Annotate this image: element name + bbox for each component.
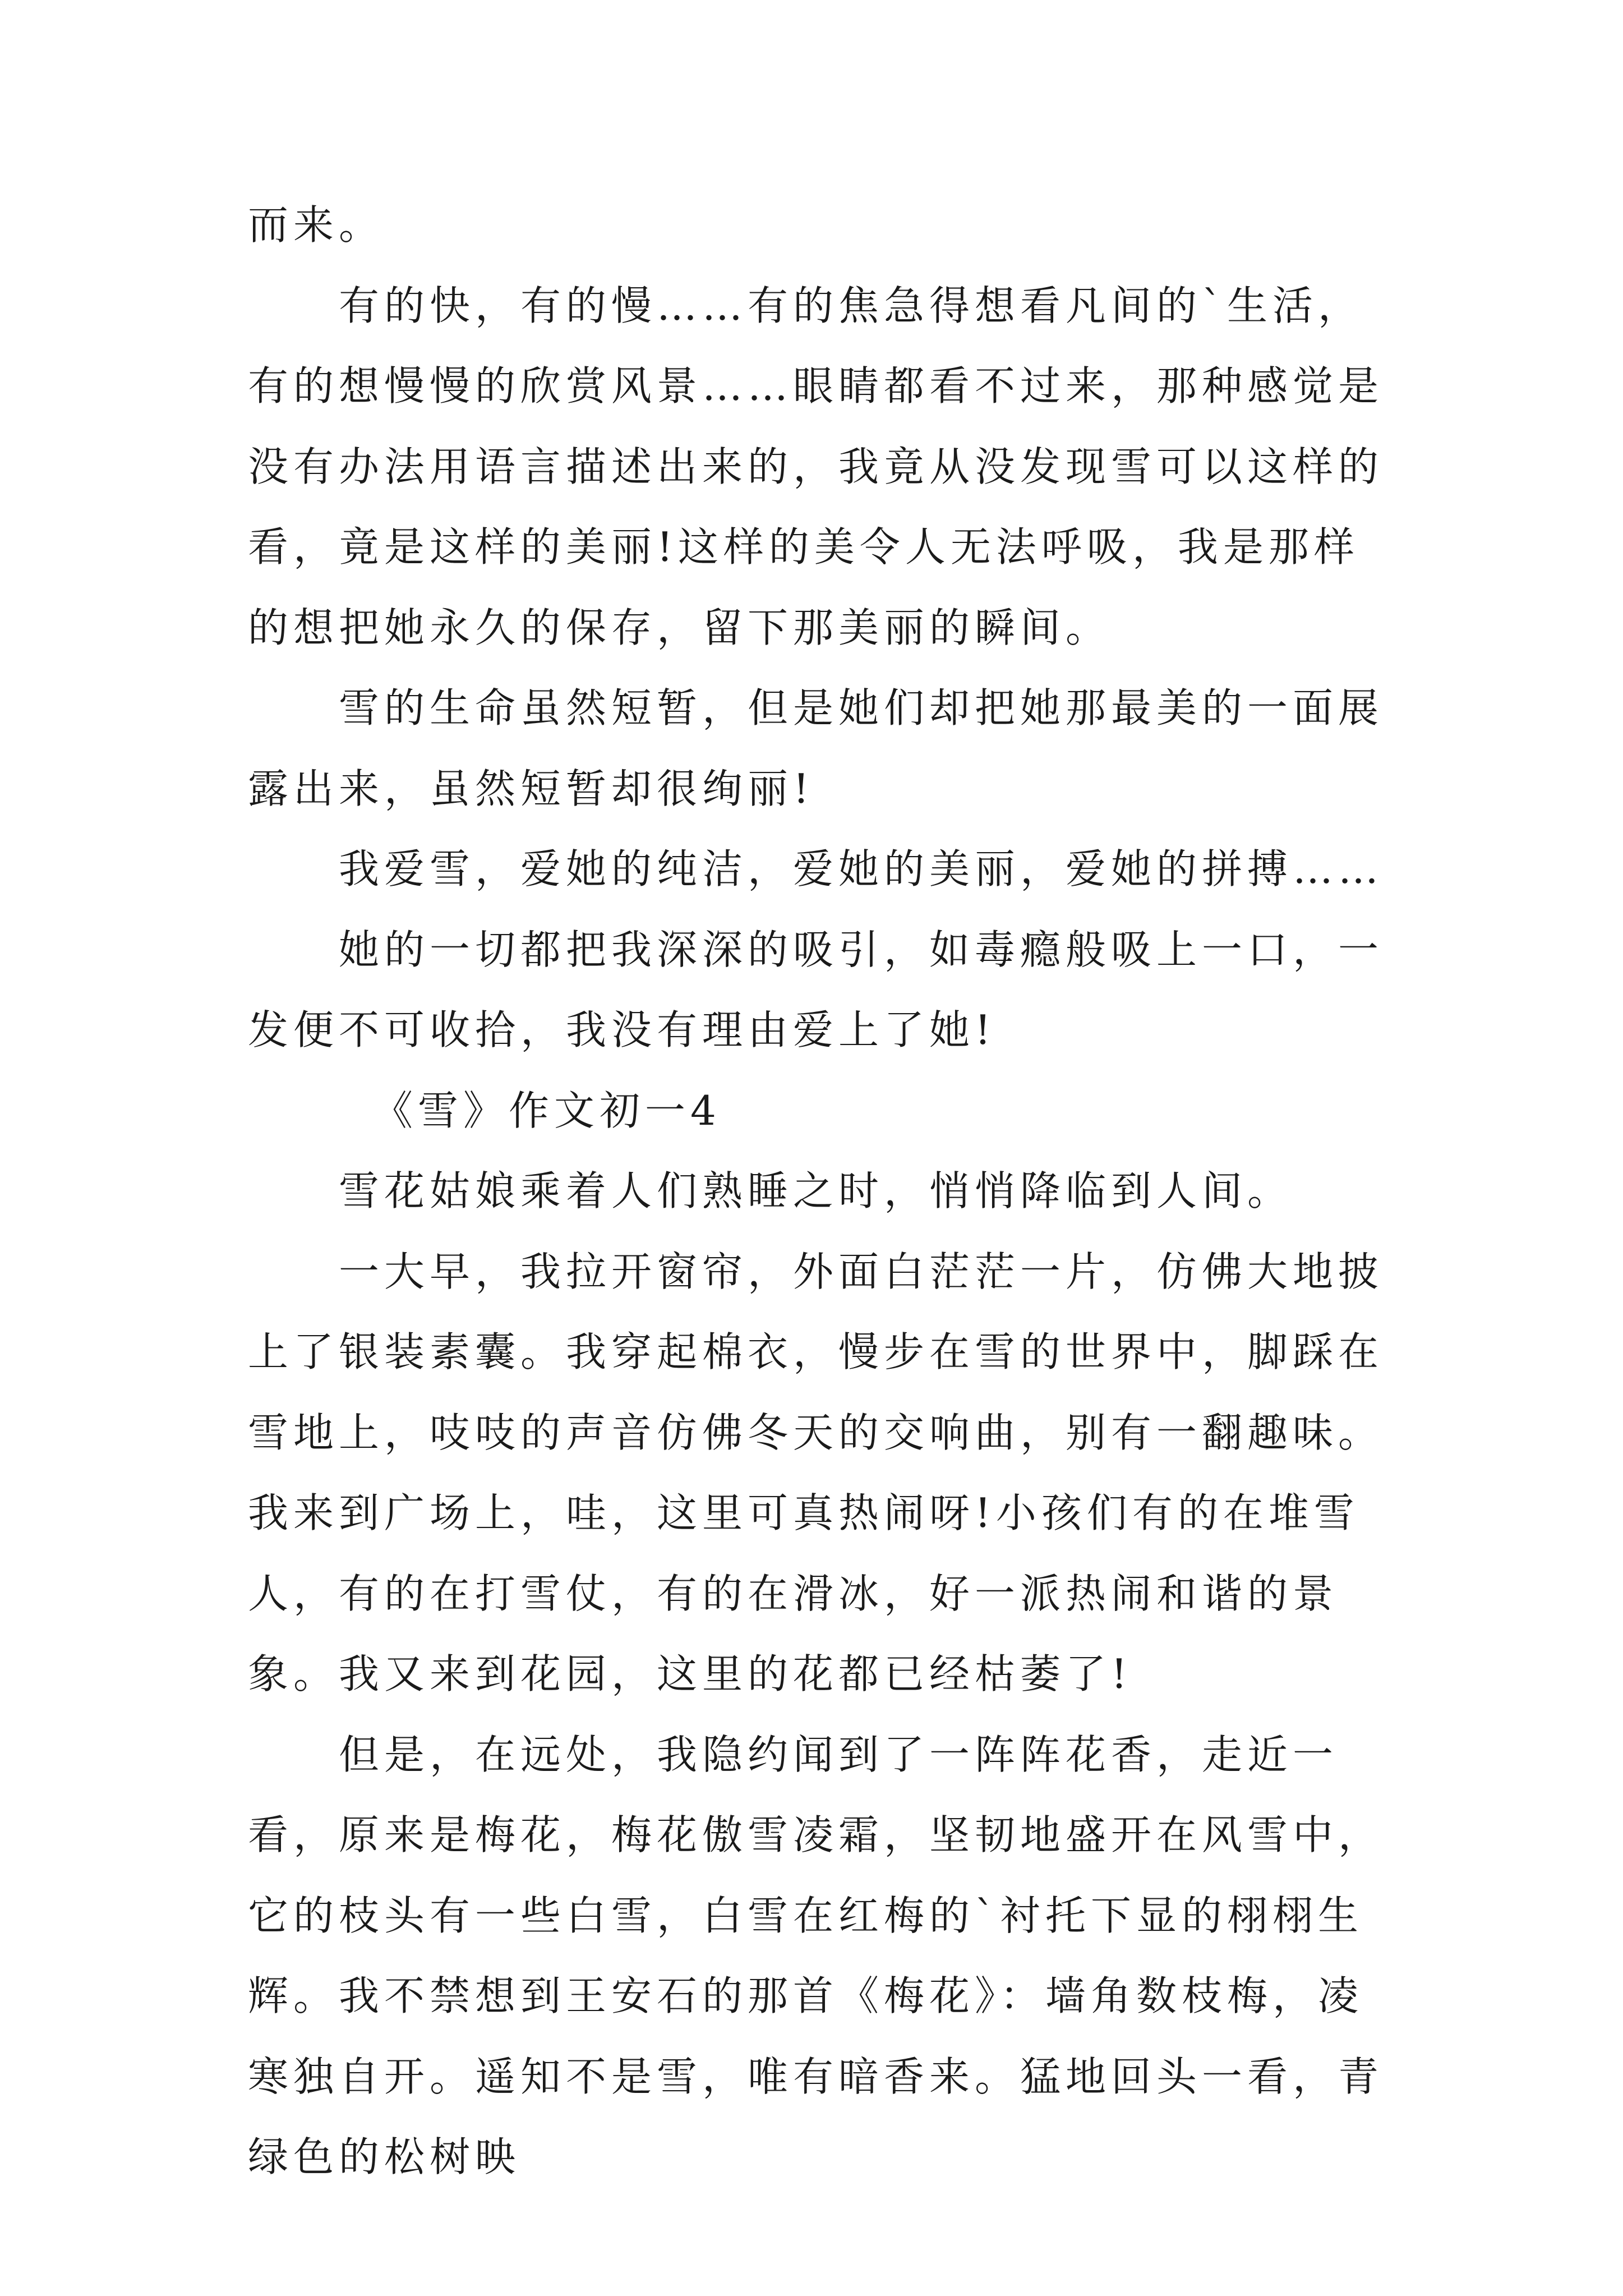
paragraph: 雪的生命虽然短暂，但是她们却把她那最美的一面展露出来，虽然短暂却很绚丽!: [248, 684, 1384, 812]
paragraph: 但是，在远处，我隐约闻到了一阵阵花香，走近一看，原来是梅花，梅花傲雪凌霜，坚韧地盛开在风雪中，它的枝头有一些白雪，白雪在红梅的`衬托下显的栩栩生辉。我不禁想到王安石的那首《梅花》：墙角数枝梅，凌寒独自开。遥知不是雪，唯有暗香来。猛地回头一看，青绿色的松树映: [248, 1731, 1384, 2180]
paragraph-continuation: 而来。: [248, 201, 385, 249]
essay-heading: 《雪》作文初一4: [372, 1087, 721, 1134]
paragraph: 雪花姑娘乘着人们熟睡之时，悄悄降临到人间。: [339, 1167, 1293, 1214]
paragraph: 她的一切都把我深深的吸引，如毒瘾般吸上一口，一发便不可收拾，我没有理由爱上了她!: [248, 926, 1384, 1053]
paragraph: 一大早，我拉开窗帘，外面白茫茫一片，仿佛大地披上了银装素囊。我穿起棉衣，慢步在雪的世界中，脚踩在雪地上，吱吱的声音仿佛冬天的交响曲，别有一翻趣味。我来到广场上，哇，这里可真热闹呀!小孩们有的在堆雪人，有的在打雪仗，有的在滑冰，好一派热闹和谐的景象。我又来到花园，这里的花都已经枯萎了!: [248, 1248, 1384, 1697]
paragraph: 我爱雪，爱她的纯洁，爱她的美丽，爱她的拼搏……: [339, 845, 1384, 892]
essay-body: [248, 185, 1392, 2198]
paragraph: 有的快，有的慢……有的焦急得想看凡间的`生活，有的想慢慢的欣赏风景……眼睛都看不过来，那种感觉是没有办法用语言描述出来的，我竟从没发现雪可以这样的看，竟是这样的美丽!这样的美令人无法呼吸，我是那样的想把她永久的保存，留下那美丽的瞬间。: [248, 282, 1384, 651]
